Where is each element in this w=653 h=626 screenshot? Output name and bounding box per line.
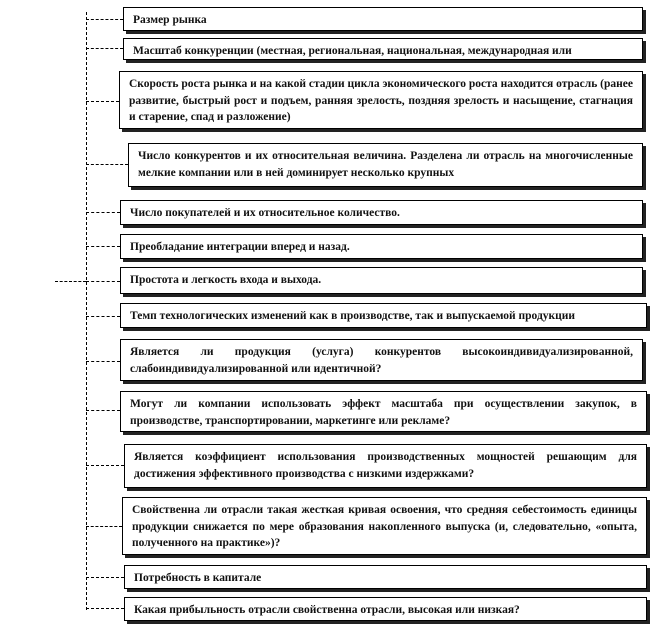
factor-text: Является ли продукция (услуга) конкурентов высокоиндивидуализированной, слабоиндивидуализированной или идентичной? (130, 346, 633, 375)
connector (86, 212, 120, 213)
connector (86, 164, 128, 165)
factor-box (123, 7, 643, 31)
factor-box (124, 444, 647, 488)
connector-stub (55, 281, 86, 282)
factor-text: Темп технологических изменений как в производстве, так и выпускаемой продукции (130, 310, 576, 322)
factor-text: Является коэффициент использования производственных мощностей решающим для достижения эффективного производства с низкими издержками? (134, 451, 637, 480)
factor-text: Свойственна ли отрасли такая жесткая кривая освоения, что средняя себестоимость единицы продукции снижается по мере образования накопленного выпуска (и, следовательно, «опыта, полученного на практике»)? (132, 504, 637, 550)
factor-box (128, 143, 643, 187)
connector (86, 246, 120, 247)
factor-box (120, 234, 643, 259)
connector (86, 410, 120, 411)
factor-text: Масштаб конкуренции (местная, региональная, национальная, международная или (133, 45, 572, 57)
connector (86, 19, 123, 20)
connector (86, 465, 124, 466)
connector (86, 48, 123, 49)
factor-text: Скорость роста рынка и на какой стадии цикла экономического роста находится отрасль (ранее развитие, быстрый рост и подъем, ранняя зрелость, поздняя зрелость и насыщение, стагнация и старение, спад и разложение) (129, 78, 633, 124)
factor-box (124, 597, 647, 621)
connector (86, 281, 120, 282)
factor-box (122, 497, 647, 555)
factor-box (123, 38, 643, 60)
factor-box (120, 391, 647, 432)
factor-text: Потребность в капитале (134, 572, 262, 584)
factor-box (120, 200, 643, 225)
factor-box (120, 339, 643, 381)
factor-text: Преобладание интеграции вперед и назад. (130, 241, 350, 253)
connector (86, 101, 119, 102)
factor-box (119, 71, 643, 129)
connector (86, 526, 122, 527)
connector (86, 577, 124, 578)
factor-box (120, 303, 647, 328)
factor-text: Простота и легкость входа и выхода. (130, 274, 322, 286)
factor-text: Число покупателей и их относительное количество. (130, 207, 400, 219)
factor-text: Могут ли компании использовать эффект масштаба при осуществлении закупок, в производстве, транспортировании, маркетинге или рекламе? (130, 398, 637, 427)
connector (86, 361, 120, 362)
connector (86, 316, 120, 317)
connector (86, 608, 124, 609)
factor-box (124, 565, 647, 589)
factor-text: Размер рынка (133, 14, 207, 26)
factor-box (120, 267, 643, 294)
factor-text: Число конкурентов и их относительная величина. Разделена ли отрасль на многочисленные мелкие компании или в ней доминирует несколько крупных (138, 150, 633, 179)
factor-text: Какая прибыльность отрасли свойственна отрасли, высокая или низкая? (134, 604, 520, 616)
